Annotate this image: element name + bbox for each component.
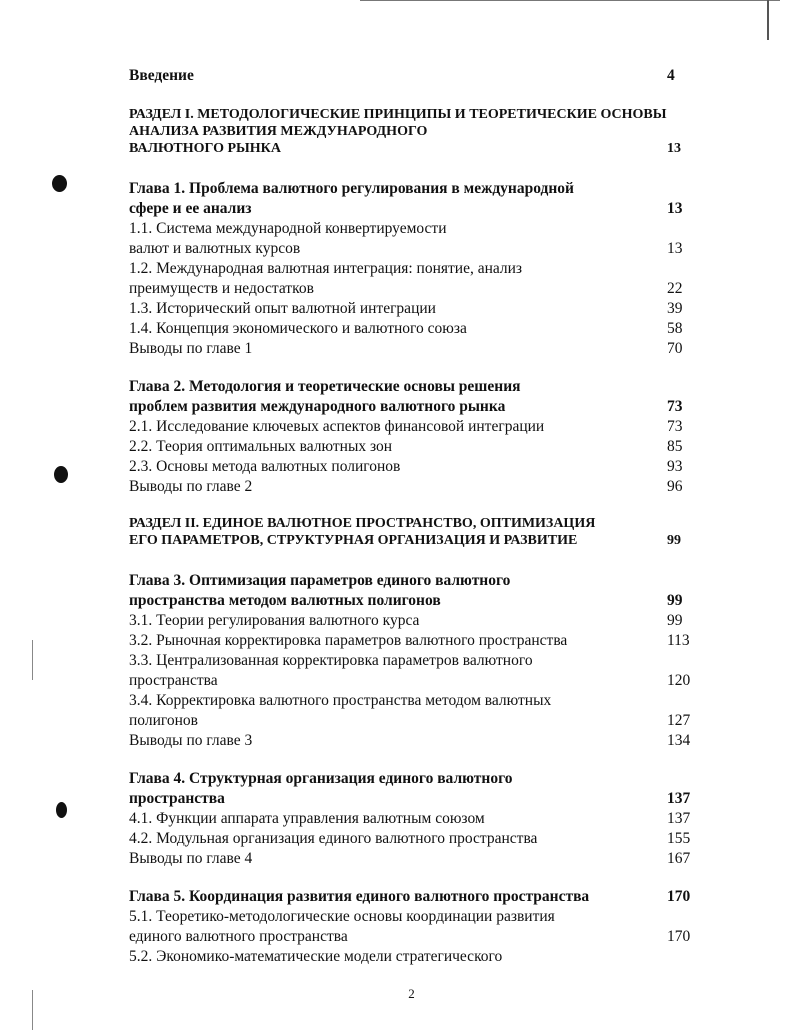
scan-left-line bbox=[32, 640, 33, 680]
subsection-title: 4.2. Модульная организация единого валютного пространства bbox=[129, 830, 538, 847]
toc-page: 120 bbox=[667, 672, 691, 689]
subsection-title: 1.4. Концепция экономического и валютного союза bbox=[129, 320, 467, 337]
toc-page: 13 bbox=[667, 240, 683, 257]
toc-page: 13 bbox=[667, 141, 681, 156]
toc-page: 155 bbox=[667, 830, 691, 847]
chapter-title: Глава 3. Оптимизация параметров единого валютного bbox=[129, 572, 511, 589]
punch-hole bbox=[54, 466, 68, 483]
page-number: 2 bbox=[408, 986, 415, 1001]
toc-intro bbox=[129, 66, 701, 86]
chapter-title: пространства bbox=[129, 790, 225, 807]
toc-page: 22 bbox=[667, 280, 683, 297]
subsection-title: валют и валютных курсов bbox=[129, 240, 301, 257]
chapter-title: сфере и ее анализ bbox=[129, 200, 252, 217]
chapter-title: пространства методом валютных полигонов bbox=[129, 592, 441, 609]
toc-page: 170 bbox=[667, 928, 691, 945]
subsection-title: 1.2. Международная валютная интеграция: понятие, анализ bbox=[129, 260, 523, 277]
toc-section-2 bbox=[129, 515, 701, 549]
subsection-title: 2.2. Теория оптимальных валютных зон bbox=[129, 438, 393, 455]
toc-page: 170 bbox=[667, 888, 691, 905]
toc-page: 4 bbox=[667, 67, 675, 84]
toc-page: 127 bbox=[667, 712, 691, 729]
subsection-title: 5.1. Теоретико-методологические основы координации развития bbox=[129, 908, 555, 925]
toc-page: 58 bbox=[667, 320, 683, 337]
toc-page: 134 bbox=[667, 732, 691, 749]
chapter-title: Глава 2. Методология и теоретические основы решения bbox=[129, 378, 521, 395]
scan-top-edge bbox=[360, 0, 780, 4]
toc-page: 137 bbox=[667, 810, 691, 827]
chapter-title: Глава 1. Проблема валютного регулирования в международной bbox=[129, 180, 574, 197]
toc-chapter-5 bbox=[129, 887, 701, 967]
toc-page: 96 bbox=[667, 478, 683, 495]
toc-page: 167 bbox=[667, 850, 691, 867]
section-heading: ВАЛЮТНОГО РЫНКА bbox=[129, 141, 281, 156]
subsection-title: 3.3. Централизованная корректировка параметров валютного bbox=[129, 652, 533, 669]
toc-chapter-4 bbox=[129, 769, 701, 869]
toc-page: 99 bbox=[667, 533, 681, 548]
subsection-title: единого валютного пространства bbox=[129, 928, 348, 945]
toc-chapter-2 bbox=[129, 377, 701, 497]
subsection-title: 3.1. Теории регулирования валютного курса bbox=[129, 612, 420, 629]
punch-hole bbox=[52, 175, 67, 192]
subsection-title: 2.3. Основы метода валютных полигонов bbox=[129, 458, 401, 475]
toc-page: 93 bbox=[667, 458, 683, 475]
subsection-title: полигонов bbox=[129, 712, 198, 729]
chapter-conclusions: Выводы по главе 1 bbox=[129, 340, 253, 357]
subsection-title: 1.1. Система международной конвертируемости bbox=[129, 220, 447, 237]
section-heading: АНАЛИЗА РАЗВИТИЯ МЕЖДУНАРОДНОГО bbox=[129, 124, 428, 139]
chapter-conclusions: Выводы по главе 3 bbox=[129, 732, 253, 749]
subsection-title: преимуществ и недостатков bbox=[129, 280, 314, 297]
toc-page: 39 bbox=[667, 300, 683, 317]
section-heading: РАЗДЕЛ I. МЕТОДОЛОГИЧЕСКИЕ ПРИНЦИПЫ И ТЕОРЕТИЧЕСКИЕ ОСНОВЫ bbox=[129, 107, 667, 122]
toc-entry-title: Введение bbox=[129, 67, 194, 84]
chapter-title: Глава 5. Координация развития единого валютного пространства bbox=[129, 888, 590, 905]
toc-page: 85 bbox=[667, 438, 683, 455]
chapter-title: Глава 4. Структурная организация единого валютного bbox=[129, 770, 513, 787]
subsection-title: 4.1. Функции аппарата управления валютным союзом bbox=[129, 810, 485, 827]
chapter-conclusions: Выводы по главе 2 bbox=[129, 478, 253, 495]
subsection-title: 3.4. Корректировка валютного пространства методом валютных bbox=[129, 692, 552, 709]
subsection-title: 2.1. Исследование ключевых аспектов финансовой интеграции bbox=[129, 418, 545, 435]
chapter-conclusions: Выводы по главе 4 bbox=[129, 850, 253, 867]
toc-page: 99 bbox=[667, 612, 683, 629]
chapter-title: проблем развития международного валютного рынка bbox=[129, 398, 506, 415]
toc-page: 70 bbox=[667, 340, 683, 357]
toc-page: 99 bbox=[667, 592, 683, 609]
subsection-title: пространства bbox=[129, 672, 218, 689]
subsection-title: 3.2. Рыночная корректировка параметров валютного пространства bbox=[129, 632, 568, 649]
subsection-title: 1.3. Исторический опыт валютной интеграции bbox=[129, 300, 436, 317]
toc-page: 137 bbox=[667, 790, 691, 807]
subsection-title: 5.2. Экономико-математические модели стратегического bbox=[129, 948, 503, 965]
section-heading: РАЗДЕЛ II. ЕДИНОЕ ВАЛЮТНОЕ ПРОСТРАНСТВО, ОПТИМИЗАЦИЯ bbox=[129, 516, 596, 531]
section-heading: ЕГО ПАРАМЕТРОВ, СТРУКТУРНАЯ ОРГАНИЗАЦИЯ И РАЗВИТИЕ bbox=[129, 533, 578, 548]
toc-page: 73 bbox=[667, 398, 683, 415]
table-of-contents bbox=[129, 66, 701, 967]
toc-page: 13 bbox=[667, 200, 683, 217]
punch-hole bbox=[56, 802, 67, 818]
toc-chapter-3 bbox=[129, 571, 701, 751]
scan-right-mark bbox=[767, 0, 769, 40]
toc-chapter-1 bbox=[129, 179, 701, 359]
toc-section-1 bbox=[129, 106, 701, 157]
toc-page: 73 bbox=[667, 418, 683, 435]
toc-page: 113 bbox=[667, 632, 690, 649]
